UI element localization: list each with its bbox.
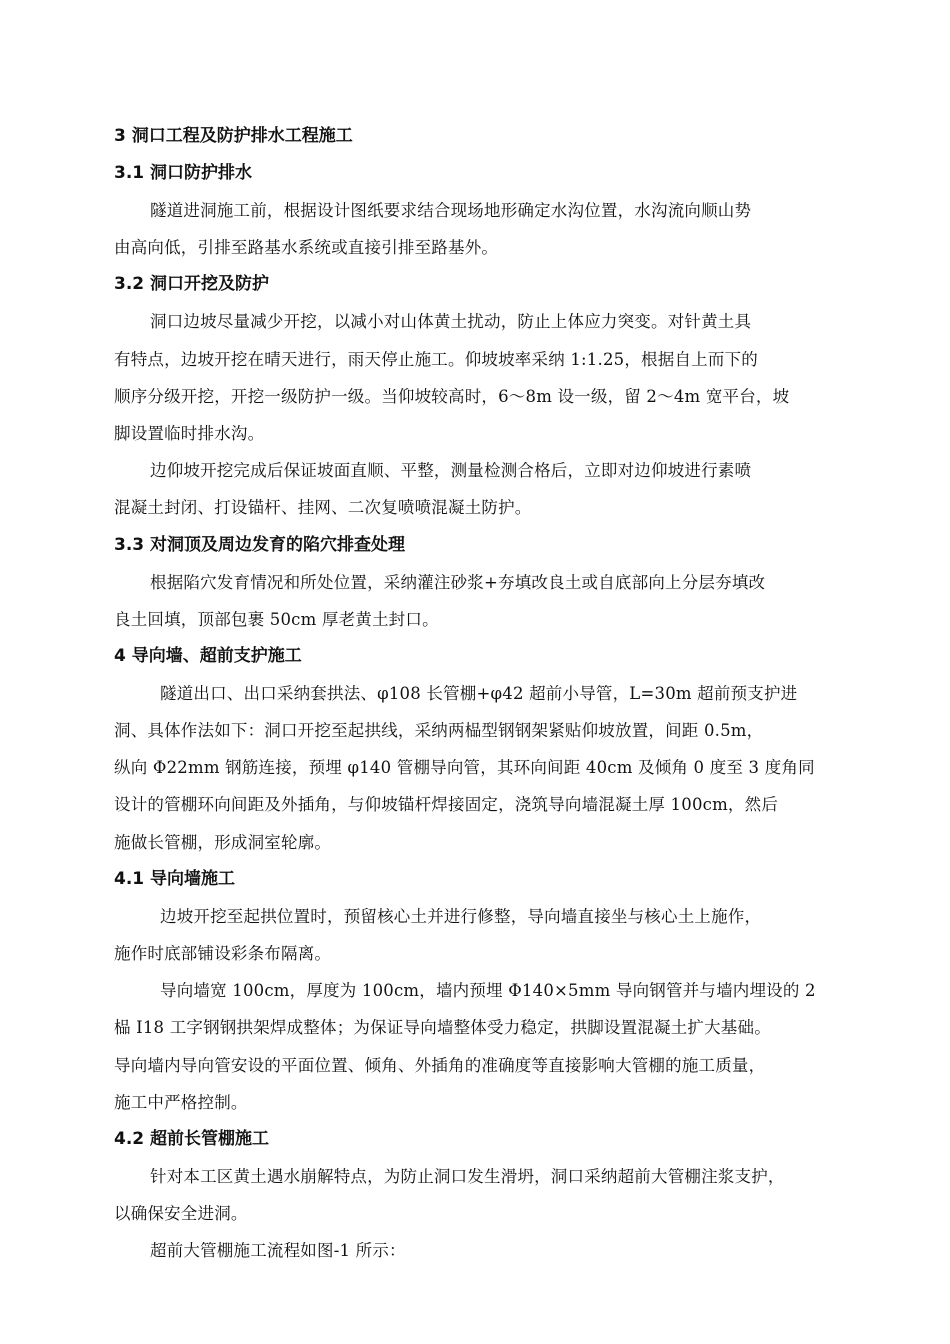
paragraph-line: 导向墙内导向管安设的平面位置、倾角、外插角的准确度等直接影响大管棚的施工质量， (114, 1055, 766, 1075)
paragraph-line: 隧道进洞施工前，根据设计图纸要求结合现场地形确定水沟位置，水沟流向顺山势 (150, 201, 752, 220)
paragraph (114, 1158, 854, 1232)
section-heading: 3 洞口工程及防护排水工程施工 (114, 126, 353, 146)
section-heading: 3.2 洞口开挖及防护 (114, 274, 270, 295)
section-heading: 3.1 洞口防护排水 (114, 163, 253, 183)
paragraph-line: 纵向 Φ22mm 钢筋连接，预埋 φ140 管棚导向管，其环向间距 40cm 及倾角 0 度至 3 度角同 (114, 758, 815, 778)
paragraph (114, 564, 854, 638)
paragraph-line: 隧道出口、出口采纳套拱法、φ108 长管棚+φ42 超前小导管，L=30m 超前预支护进 (160, 683, 798, 703)
section-heading: 4.2 超前长管棚施工 (114, 1128, 270, 1149)
paragraph-line: 洞口边坡尽量减少开挖，以减小对山体黄土扰动，防止上体应力突变。对针黄土具 (150, 312, 752, 332)
section-heading: 3.3 对洞顶及周边发育的陷穴排查处理 (114, 534, 406, 555)
paragraph (114, 898, 854, 972)
paragraph-line: 超前大管棚施工流程如图-1 所示： (150, 1241, 406, 1261)
section-heading: 4 导向墙、超前支护施工 (114, 645, 302, 666)
paragraph-line: 边坡开挖至起拱位置时，预留核心土并进行修整，导向墙直接坐与核心土上施作， (160, 906, 762, 926)
paragraph-line: 导向墙宽 100cm，厚度为 100cm，墙内预埋 Φ140×5mm 导向钢管并与墙内埋设的 2 (160, 981, 816, 1001)
paragraph-line: 施工中严格控制。 (114, 1092, 248, 1112)
paragraph-line: 边仰坡开挖完成后保证坡面直顺、平整，测量检测合格后，立即对边仰坡进行素喷 (150, 461, 752, 481)
paragraph-line: 榀 I18 工字钢钢拱架焊成整体；为保证导向墙整体受力稳定，拱脚设置混凝土扩大基础。 (114, 1018, 771, 1038)
paragraph-line: 针对本工区黄土遇水崩解特点，为防止洞口发生滑坍，洞口采纳超前大管棚注浆支护， (150, 1166, 785, 1186)
document-body (114, 118, 854, 1270)
paragraph-line: 施做长管棚，形成洞室轮廓。 (114, 832, 332, 852)
paragraph-line: 洞、具体作法如下：洞口开挖至起拱线，采纳两榀型钢钢架紧贴仰坡放置，间距 0.5m， (114, 721, 764, 741)
paragraph-line: 混凝土封闭、打设锚杆、挂网、二次复喷喷混凝土防护。 (114, 498, 532, 518)
paragraph-line: 根据陷穴发育情况和所处位置，采纳灌注砂浆+夯填改良土或自底部向上分层夯填改 (150, 572, 766, 592)
section-heading: 4.1 导向墙施工 (114, 868, 236, 889)
paragraph-line: 脚设置临时排水沟。 (114, 423, 265, 443)
paragraph (114, 452, 854, 526)
paragraph-line: 由高向低，引排至路基水系统或直接引排至路基外。 (114, 238, 499, 258)
paragraph (114, 972, 854, 1121)
paragraph-line: 施作时底部铺设彩条布隔离。 (114, 944, 332, 963)
paragraph (114, 192, 854, 266)
paragraph (114, 675, 854, 861)
paragraph (114, 1232, 854, 1269)
paragraph-line: 顺序分级开挖，开挖一级防护一级。当仰坡较高时，6～8m 设一级，留 2～4m 宽平台，坡 (114, 386, 790, 406)
paragraph (114, 303, 854, 452)
paragraph-line: 有特点，边坡开挖在晴天进行，雨天停止施工。仰坡坡率采纳 1:1.25，根据自上而下的 (114, 349, 758, 369)
paragraph-line: 设计的管棚环向间距及外插角，与仰坡锚杆焊接固定，浇筑导向墙混凝土厚 100cm，然后 (114, 795, 779, 815)
paragraph-line: 以确保安全进洞。 (114, 1204, 248, 1224)
paragraph-line: 良土回填，顶部包裹 50cm 厚老黄土封口。 (114, 609, 439, 629)
